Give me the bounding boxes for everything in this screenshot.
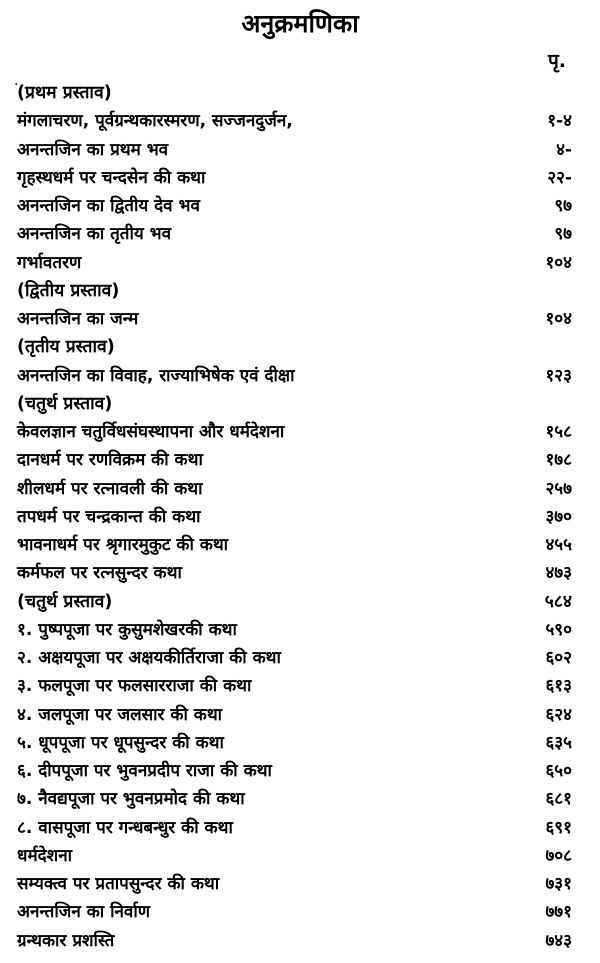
toc-entry — [0, 757, 600, 785]
toc-entry-page-number: ५९० — [545, 619, 572, 640]
toc-entry-title: ग्रन्थकार प्रशस्ति — [17, 930, 115, 951]
toc-entry-title: मंगलाचरण, पूर्वग्रन्थकारस्मरण, सज्जनदुर्जन, — [17, 111, 293, 132]
toc-entry-title: अनन्तजिन का प्रथम भव — [17, 139, 169, 160]
toc-section-heading — [0, 79, 600, 107]
toc-entry — [0, 446, 600, 474]
toc-entry — [0, 559, 600, 587]
toc-entry — [0, 672, 600, 700]
toc-list — [0, 79, 600, 955]
toc-entry-title: गर्भावतरण — [17, 252, 82, 273]
toc-entry-page-number: २२- — [547, 167, 572, 188]
toc-entry-page-number: ६३५ — [545, 732, 572, 753]
toc-entry — [0, 362, 600, 390]
toc-entry-page-number: ४७३ — [545, 563, 572, 584]
page-column-label: पृ. — [548, 50, 567, 72]
toc-entry-page-number: ४- — [556, 139, 572, 160]
toc-entry — [0, 785, 600, 813]
toc-entry-page-number: १५८ — [545, 422, 572, 442]
toc-entry — [0, 531, 600, 559]
toc-entry-page-number: १०४ — [545, 309, 572, 329]
toc-entry-page-number: ५८४ — [544, 591, 572, 612]
toc-entry-title: अनन्तजिन का विवाह, राज्याभिषेक एवं दीक्षा — [17, 365, 295, 386]
toc-entry — [0, 249, 600, 277]
toc-entry — [0, 729, 600, 757]
toc-entry-page-number: १-४ — [547, 111, 572, 132]
toc-entry-title: अनन्तजिन का तृतीय भव — [17, 224, 172, 245]
page-title: अनुक्रमणिका — [241, 9, 359, 38]
toc-entry-title: ३. फलपूजा पर फलसारराजा की कथा — [17, 676, 252, 697]
toc-entry — [0, 842, 600, 870]
toc-entry — [0, 616, 600, 644]
toc-entry-title: भावनाधर्म पर श्रृगारमुकुट की कथा — [17, 535, 229, 555]
stray-dot-mark: . — [14, 73, 19, 89]
toc-entry — [0, 503, 600, 531]
toc-entry-page-number: ६१३ — [545, 676, 572, 697]
toc-entry-page-number: ९७ — [554, 196, 572, 216]
toc-entry-title: धर्मदेशना — [17, 845, 73, 866]
toc-entry-title: (तृतीय प्रस्ताव) — [17, 337, 115, 358]
toc-entry-page-number: १२३ — [545, 365, 572, 386]
toc-entry — [0, 418, 600, 446]
toc-entry — [0, 475, 600, 503]
toc-entry-title: ८. वासपूजा पर गन्धबन्धुर की कथा — [17, 817, 233, 838]
toc-entry-title: सम्यक्त्व पर प्रतापसुन्दर की कथा — [17, 874, 220, 894]
toc-entry-title: केवलज्ञान चतुर्विधसंघस्थापना और धर्मदेशना — [17, 422, 285, 442]
toc-entry-page-number: १७८ — [545, 450, 572, 471]
toc-entry-title: (चतुर्थ प्रस्ताव) — [17, 393, 113, 414]
toc-entry-page-number: ६५० — [545, 761, 572, 781]
toc-entry-title: कर्मफल पर रत्नसुन्दर कथा — [17, 563, 182, 584]
toc-entry-title: अनन्तजिन का द्वितीय देव भव — [17, 196, 200, 216]
toc-entry-title: अनन्तजिन का निर्वाण — [17, 902, 151, 923]
toc-entry-title: ७. नैवद्यपूजा पर भुवनप्रमोद की कथा — [17, 789, 245, 810]
toc-entry-title: ६. दीपपूजा पर भुवनप्रदीप राजा की कथा — [17, 761, 272, 781]
toc-entry-title: (चतुर्थ प्रस्ताव) — [17, 591, 113, 612]
toc-entry — [0, 870, 600, 898]
toc-entry-page-number: ६०२ — [545, 648, 572, 668]
toc-section-heading — [0, 588, 600, 616]
toc-entry — [0, 814, 600, 842]
toc-entry-title: दानधर्म पर रणविक्रम की कथा — [17, 450, 203, 471]
toc-entry-page-number: ७४३ — [545, 930, 572, 951]
toc-entry — [0, 898, 600, 926]
toc-section-heading — [0, 333, 600, 361]
toc-entry-title: शीलधर्म पर रत्नावली की कथा — [17, 478, 203, 499]
toc-entry-page-number: ७७१ — [545, 902, 572, 923]
toc-entry-page-number: ७३१ — [545, 874, 572, 894]
toc-entry-title: तपधर्म पर चन्द्रकान्त की कथा — [17, 506, 201, 527]
toc-entry — [0, 107, 600, 135]
toc-entry — [0, 192, 600, 220]
toc-entry-title: (द्वितीय प्रस्ताव) — [17, 280, 120, 301]
toc-entry-title: १. पुष्पपूजा पर कुसुमशेखरकी कथा — [17, 619, 237, 640]
toc-entry-title: अनन्तजिन का जन्म — [17, 309, 139, 329]
toc-section-heading — [0, 390, 600, 418]
toc-entry — [0, 136, 600, 164]
toc-entry-page-number: २५७ — [545, 478, 572, 499]
toc-entry — [0, 305, 600, 333]
toc-entry — [0, 701, 600, 729]
toc-section-heading — [0, 277, 600, 305]
toc-entry-title: (प्रथम प्रस्ताव) — [17, 83, 112, 103]
toc-entry — [0, 164, 600, 192]
toc-entry-page-number: ९७ — [554, 224, 572, 245]
toc-entry-page-number: १०४ — [545, 252, 572, 273]
toc-entry-page-number: ६२४ — [545, 704, 572, 725]
toc-entry-title: ५. धूपपूजा पर धूपसुन्दर की कथा — [17, 732, 224, 753]
toc-entry — [0, 644, 600, 672]
toc-entry-page-number: ४५५ — [545, 535, 572, 555]
toc-entry-page-number: ६८१ — [545, 789, 572, 810]
toc-entry — [0, 220, 600, 248]
toc-entry-title: ४. जलपूजा पर जलसार की कथा — [17, 704, 223, 725]
toc-entry-page-number: ७०८ — [545, 845, 572, 866]
toc-entry-title: २. अक्षयपूजा पर अक्षयकीर्तिराजा की कथा — [17, 648, 281, 668]
toc-entry — [0, 927, 600, 955]
toc-entry-title: गृहस्थधर्म पर चन्दसेन की कथा — [17, 167, 206, 188]
toc-entry-page-number: ६९१ — [545, 817, 572, 838]
toc-entry-page-number: ३७० — [545, 506, 572, 527]
